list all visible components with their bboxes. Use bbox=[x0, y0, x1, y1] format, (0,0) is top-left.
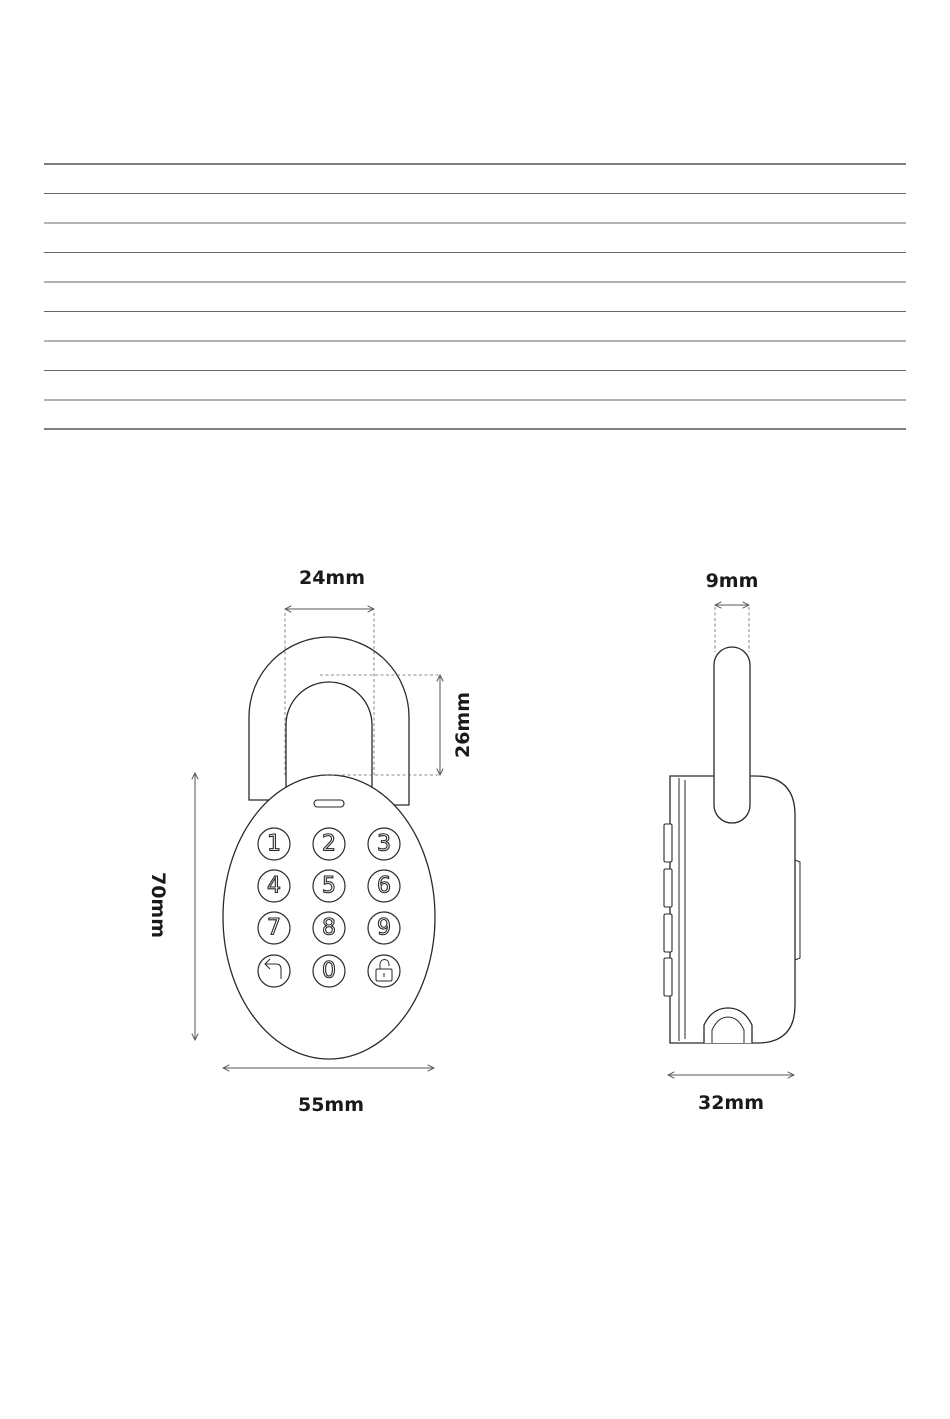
side-key bbox=[664, 869, 672, 907]
key-1-label: 1 bbox=[267, 831, 281, 857]
dim-label-24mm: 24mm bbox=[298, 567, 366, 589]
key-back bbox=[258, 955, 290, 987]
key-2-label: 2 bbox=[322, 831, 336, 857]
dim-label-26mm: 26mm bbox=[452, 691, 474, 759]
indicator-light bbox=[314, 800, 344, 807]
side-key bbox=[664, 824, 672, 862]
side-view bbox=[664, 570, 800, 1114]
key-0-label: 0 bbox=[322, 958, 336, 984]
key-5-label: 5 bbox=[322, 873, 336, 899]
key-3-label: 3 bbox=[377, 831, 391, 857]
dim-label-55mm: 55mm bbox=[297, 1094, 365, 1116]
side-key bbox=[664, 914, 672, 952]
dim-label-32mm: 32mm bbox=[697, 1092, 765, 1114]
front-view bbox=[147, 567, 474, 1116]
key-7-label: 7 bbox=[267, 915, 281, 941]
dim-label-70mm: 70mm bbox=[147, 871, 169, 939]
side-key bbox=[664, 958, 672, 996]
key-8-label: 8 bbox=[322, 915, 336, 941]
key-4-label: 4 bbox=[267, 873, 281, 899]
key-9-label: 9 bbox=[377, 915, 391, 941]
rear-bump bbox=[795, 860, 800, 960]
dim-label-9mm: 9mm bbox=[705, 570, 759, 592]
key-6-label: 6 bbox=[377, 873, 391, 899]
shackle-side bbox=[714, 647, 750, 823]
